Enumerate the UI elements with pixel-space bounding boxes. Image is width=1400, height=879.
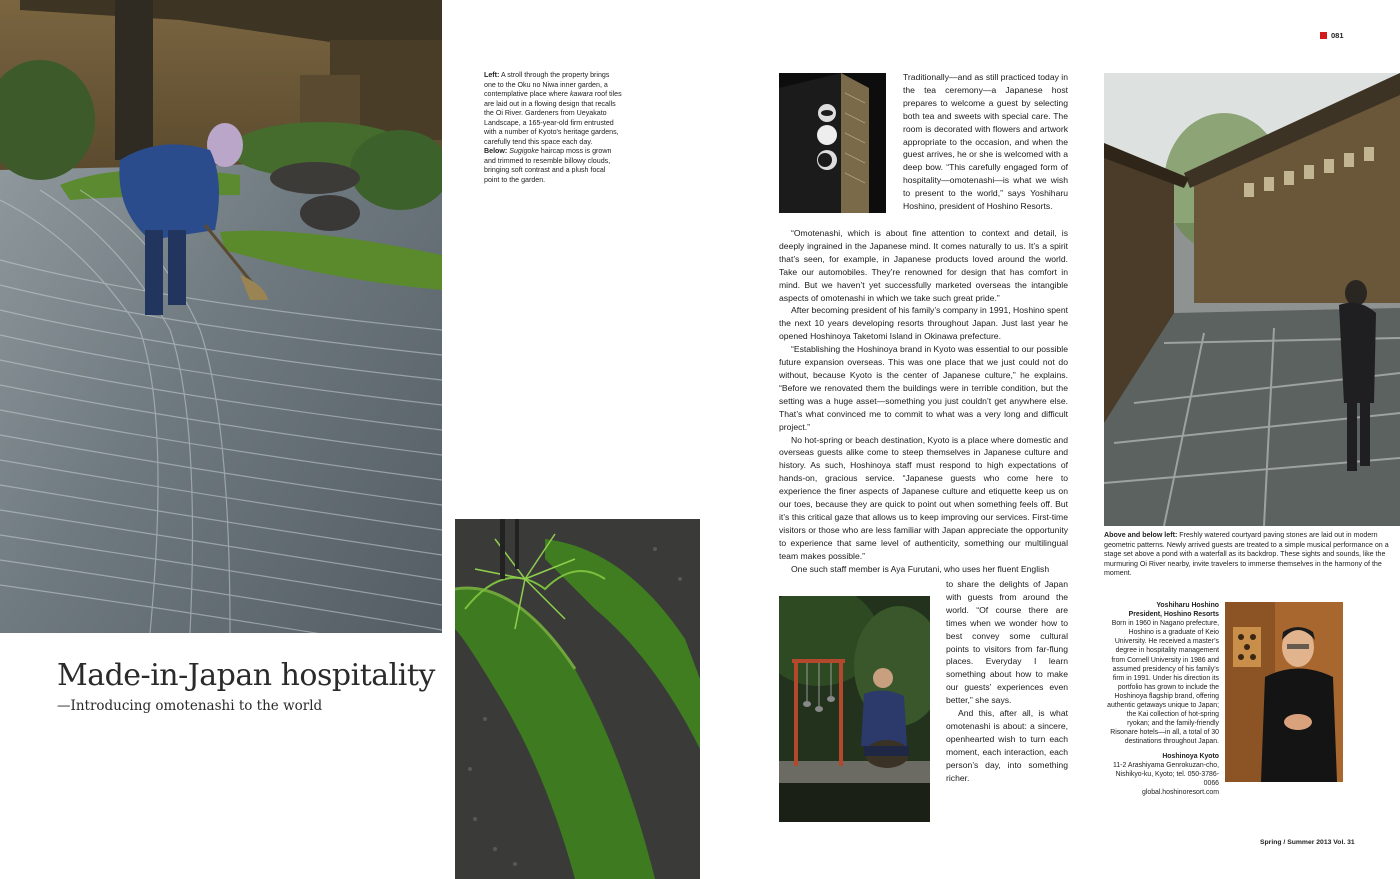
courtyard-illustration (1104, 73, 1400, 526)
musician-photo (779, 596, 930, 822)
garden-sweeper-illustration (0, 0, 442, 633)
lantern-illustration (779, 73, 886, 213)
article-body-narrow (946, 578, 1068, 785)
article-paragraph-6a: One such staff member is Aya Furutani, who uses her fluent English (791, 563, 1050, 574)
article-title: Made-in-Japan hospitality (57, 658, 435, 693)
caption-left-text-2: roof tiles are laid out in a flowing design that recalls the Oi River. Gardeners from Ueyakato Landscape, a 165-year-old firm entrusted with a number of Kyoto's heritage gardens, carefully tend this space each day. (484, 90, 622, 146)
article-paragraph-7: And this, after all, is what omotenashi is about: a sincere, openhearted wish to turn each moment, each interaction, each person’s day, into something richer. (946, 708, 1068, 783)
portrait-photo (1225, 602, 1343, 782)
profile-address-1: 11-2 Arashiyama Genrokuzan-cho, (1113, 761, 1219, 769)
page-footer: Spring / Summer 2013 Vol. 31 (1260, 839, 1355, 846)
article-paragraph-6b: to share the delights of Japan with guests from around the world. “Of course there are times when we wonder how to best convey some cultural points to visitors from far-flung places. Everyday I learn something about how to make our guests’ experiences even better,” she says. (946, 579, 1068, 706)
article-paragraph-1: Traditionally—and as still practiced today in the tea ceremony—a Japanese host prepares to welcome a guest by selecting both tea and sweets with special care. The room is decorated with flowers and artwork appropriate to the occasion, and when the guest arrives, he or she is welcomed with a deep bow. “This carefully engaged form of hospitality—omotenashi—is what we wish to present to the world,” says Yoshiharu Hoshino, president of Hoshino Resorts. (903, 72, 1068, 212)
profile-role: President, Hoshino Resorts (1128, 611, 1219, 619)
caption-right-text: Freshly watered courtyard paving stones are laid out in modern geometric patterns. Newly arrived guests are treated to a simple musical performance on a stage set above a pond with a waterfall as its backdrop. These sights and sounds, like the murmuring Oi River nearby, invite travelers to immerse themselves in the harmony of the moment. (1104, 531, 1389, 577)
page-number: 081 (1331, 31, 1344, 40)
article-paragraph-2: “Omotenashi, which is about fine attention to context and detail, is deeply ingrained in the Japanese mind. It comes naturally to us. It’s a spirit that’s seen, for example, in Japanese products loved around the world. Take our automobiles. They’re renowned for design that has comfort in mind. But we haven’t yet successfully marketed overseas the intangible aspects of omotenashi in which we take such great pride.” (779, 228, 1068, 303)
article-paragraph-3: After becoming president of his family’s company in 1991, Hoshino spent the next 10 years developing resorts throughout Japan. Just last year he opened Hoshinoya Taketomi Island in Okinawa prefecture. (779, 305, 1068, 342)
profile-bio: Born in 1960 in Nagano prefecture, Hoshino is a graduate of Keio University. He received a master’s degree in hospitality management from Cornell University in 1986 and assumed presidency of his family’s firm in 1991. Under his direction its portfolio has grown to include the Hoshinoya flagship brand, offering authentic getaways unique to Japan; the Kai collection of hot-spring ryokan; and the family-friendly Risonare hotels—in all, a total of 30 destinations throughout Japan. (1107, 620, 1219, 746)
portrait-illustration (1225, 602, 1343, 782)
caption-below-italic: Sugigoke (509, 147, 539, 155)
article-subtitle: —Introducing omotenashi to the world (57, 698, 323, 714)
caption-right-label: Above and below left: (1104, 531, 1178, 539)
article-paragraph-5: No hot-spring or beach destination, Kyoto is a place where domestic and overseas guests alike come to steep themselves in Japanese culture and history. As such, Hoshinoya staff must respond to high expectations of hands-on, gracious service. “Japanese guests who come here to experience the finer aspects of Japanese culture and etiquette keep us on our toes, because they are quick to point out when something feels off. But it’s this critical gaze that allows us to keep improving our services. First-time visitors or those who are less familiar with Japan appreciate the opportunity to experience that same level of authenticity, something our multilingual team makes possible.” (779, 434, 1068, 561)
article-body-main (779, 227, 1068, 575)
profile-name: Yoshiharu Hoshino (1156, 602, 1219, 609)
profile-address-2: Nishikyo-ku, Kyoto; tel. 050-3786-0066 (1115, 770, 1219, 787)
musician-illustration (779, 596, 930, 822)
profile-block (1104, 601, 1219, 797)
caption-below-text: haircap moss is grown and trimmed to resemble billowy clouds, bringing soft contrast and a plush focal point to the garden. (484, 147, 612, 184)
courtyard-photo (1104, 73, 1400, 526)
lantern-photo (779, 73, 886, 213)
profile-website[interactable]: global.hoshinoresort.com (1142, 788, 1219, 796)
moss-garden-photo (455, 519, 700, 879)
moss-garden-illustration (455, 519, 700, 879)
photo-caption-left (484, 71, 622, 185)
garden-sweeper-photo (0, 0, 442, 633)
photo-caption-right (1104, 531, 1400, 579)
profile-venue: Hoshinoya Kyoto (1162, 752, 1219, 760)
article-paragraph-4: “Establishing the Hoshinoya brand in Kyoto was essential to our possible future expansion overseas. This was one place that we just could not do without, because Kyoto is the center of Japanese culture,” he explains. “Before we renovated them the buildings were in terrible condition, but the setting was a huge asset—something you just couldn’t get anywhere else. That’s what convinced me to commit to what was a very long and difficult project.” (779, 344, 1068, 432)
caption-left-italic: kawara (569, 90, 593, 98)
caption-left-text: A stroll through the property brings one to the Oku no Niwa inner garden, a contemplative place where (484, 71, 610, 98)
article-body-intro (903, 71, 1068, 213)
caption-below-label: Below: (484, 147, 508, 155)
page-number-marker (1320, 32, 1327, 39)
caption-left-label: Left: (484, 71, 500, 79)
